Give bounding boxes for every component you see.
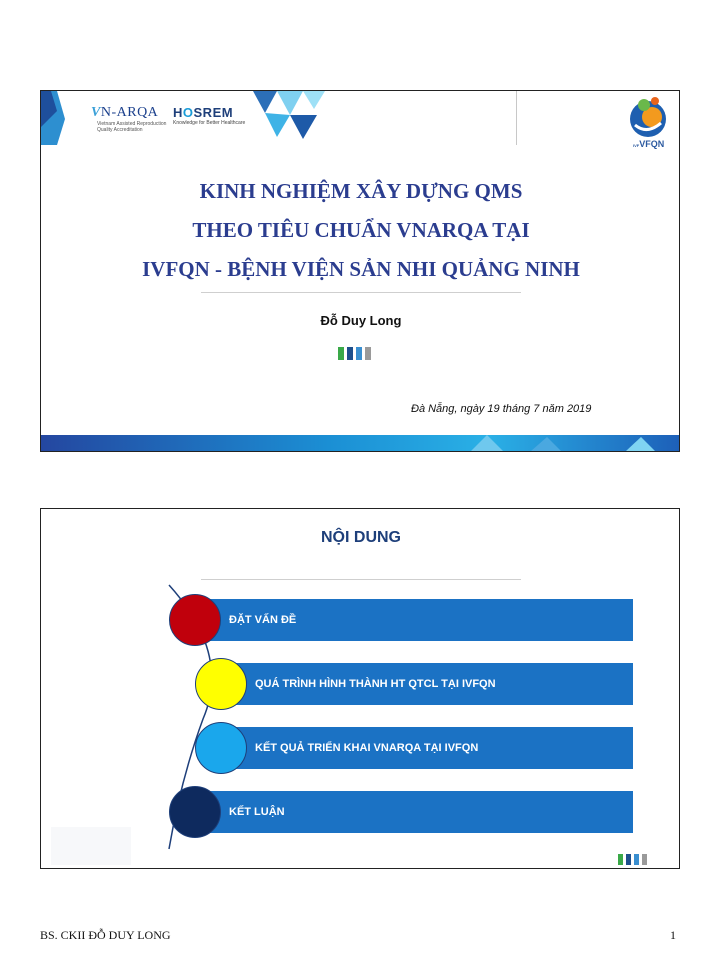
title-divider: [201, 292, 521, 293]
agenda-bullet-2: [195, 658, 247, 710]
color-bar-3: [634, 854, 639, 865]
agenda-item-label: KẾT QUẢ TRIỂN KHAI VNARQA TẠI IVFQN: [255, 742, 479, 754]
color-bar-2: [626, 854, 631, 865]
color-bar-3: [356, 347, 362, 360]
title-slide: [40, 90, 680, 452]
hosrem-logo: HOSREM Knowledge for Better Healthcare: [173, 105, 246, 126]
agenda-item-4: [195, 791, 633, 833]
page-number: 1: [670, 928, 676, 942]
footer-band: [41, 435, 680, 451]
vnarqa-logo: VN-ARQA Vietnam Assisted Reproduction Quality Accreditation: [91, 105, 167, 133]
page-footer-author: BS. CKII ĐỖ DUY LONG: [40, 928, 171, 942]
agenda-item-3: [221, 727, 633, 769]
agenda-item-2: [221, 663, 633, 705]
blank-panel: [51, 827, 131, 865]
agenda-item-1: [195, 599, 633, 641]
slide-header: [41, 91, 680, 149]
agenda-heading: NỘI DUNG: [321, 529, 401, 546]
decorative-bars: [338, 347, 371, 360]
agenda-bullet-1: [169, 594, 221, 646]
color-bar-4: [365, 347, 371, 360]
color-bar-1: [338, 347, 344, 360]
agenda-bullet-3: [195, 722, 247, 774]
color-bar-4: [642, 854, 647, 865]
author-name: Đỗ Duy Long: [320, 313, 402, 328]
decorative-bars: [618, 854, 647, 865]
color-bar-1: [618, 854, 623, 865]
header-triangle: [253, 91, 277, 113]
ivfqn-emblem-icon: [625, 95, 671, 139]
title-line-3: IVFQN - BỆNH VIỆN SẢN NHI QUẢNG NINH: [142, 257, 580, 281]
agenda-bullet-4: [169, 786, 221, 838]
title-line-1: KINH NGHIỆM XÂY DỰNG QMS: [199, 179, 523, 203]
color-bar-2: [347, 347, 353, 360]
ivfqn-logo: IVFVFQN: [625, 95, 671, 153]
agenda-item-label: QUÁ TRÌNH HÌNH THÀNH HT QTCL TẠI IVFQN: [255, 678, 496, 690]
title-line-2: THEO TIÊU CHUẨN VNARQA TẠI: [192, 218, 530, 242]
agenda-item-label: KẾT LUẬN: [229, 806, 285, 818]
presentation-date: Đà Nẵng, ngày 19 tháng 7 năm 2019: [411, 403, 592, 415]
header-divider: [516, 91, 517, 145]
agenda-slide: [40, 508, 680, 869]
agenda-item-label: ĐẶT VẤN ĐỀ: [229, 614, 297, 626]
